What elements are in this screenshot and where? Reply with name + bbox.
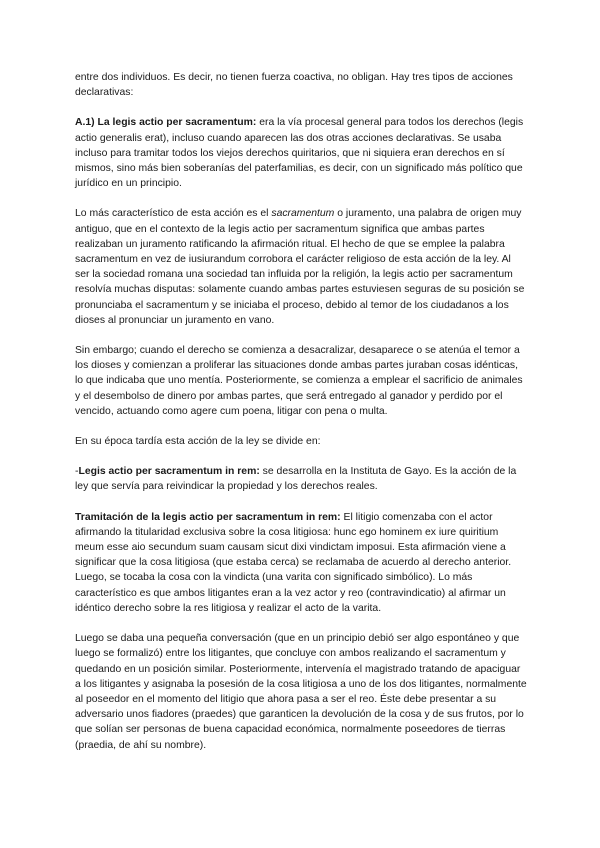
paragraph-juramento: [75, 206, 528, 328]
heading-sacramentum: A.1) La legis actio per sacramentum:: [75, 117, 257, 129]
heading-in-rem: Legis actio per sacramentum in rem:: [78, 466, 260, 478]
paragraph-in-rem-text: se desarrolla en la Instituta de Gayo. Es la acción de la ley que servía para reivindicar la propiedad y los derechos reales.: [75, 466, 517, 493]
heading-tramitacion: Tramitación de la legis actio per sacramentum in rem:: [75, 511, 341, 523]
paragraph-in-rem: [75, 464, 528, 494]
paragraph-desacralizacion: Sin embargo; cuando el derecho se comienza a desacralizar, desaparece o se atenúa el temor a los dioses y comienzan a proliferar las situaciones donde ambas partes juraban cosas idénticas, lo que indicaba que uno mentía. Posteriormente, se comienza a emplear el sacrificio de animales y el desembolso de dinero por ambas partes, que será entregado al ganador y perdido por el vencido, actuando como agere cum poena, litigar con pena o multa.: [75, 345, 523, 417]
paragraph-epoca-tardia: En su época tardía esta acción de la ley se divide en:: [75, 436, 321, 448]
paragraph-sacramentum-text: era la vía procesal general para todos los derechos (legis actio generalis erat), incluso cuando aparecen las dos otras acciones declarativas. Se usaba incluso para tramitar todos los viejos derechos quiritarios, que ni siquiera eran derechos en sí mismos, sino más bien soberanías del paterfamilias, es decir, con un significado más político que jurídico en un principio.: [75, 117, 524, 190]
paragraph-intro: entre dos individuos. Es decir, no tienen fuerza coactiva, no obligan. Hay tres tipos de acciones declarativas:: [75, 72, 513, 99]
list-dash: -: [75, 466, 79, 478]
paragraph-tramitacion: [75, 510, 528, 616]
paragraph-tramitacion-text: El litigio comenzaba con el actor afirmando la titularidad exclusiva sobre la cosa litigiosa: hunc ego hominem ex iure quiritium meum esse aio secundum suam causam sicut dixi vindictam imposui. Esta afirmación viene a significar que la cosa litigiosa (que estaba cerca) se reclamaba de acuerdo al derecho anterior. Luego, se tocaba la cosa con la vindicta (una varita con significado simbólico). Lo más característico es que ambos litigantes eran a la vez actor y reo (contravindicatio) al afirmar un idéntico derecho sobre la res litigiosa y realizar el acto de la varita.: [75, 511, 512, 614]
paragraph-juramento-rest: o juramento, una palabra de origen muy antiguo, que en el contexto de la legis actio per sacramentum significa que ambas partes realizaban un juramento ratificando la afirmación ritual. El hecho de que se emplee la palabra sacramentum en vez de iusiurandum corrobora el carácter religioso de esta acción de la ley. Al ser la sociedad romana una sociedad tan influida por la religión, la legis actio per sacramentum resolvía muchas disputas: solamente cuando ambas partes estuviesen seguras de su posición se pronunciaba el sacramentum y se iniciaba el proceso, debido al temor de los ciudadanos a los dioses al pronunciar un juramento en vano.: [75, 208, 525, 326]
paragraph-conversacion: Luego se daba una pequeña conversación (que en un principio debió ser algo espontáneo y que luego se formalizó) entre los litigantes, que concluye con ambos realizando el sacramentum y quedando en un posición similar. Posteriormente, intervenía el magistrado tratando de apaciguar a los litigantes y asignaba la posesión de la cosa litigiosa a uno de los dos litigantes, normalmente al poseedor en el momento del litigio que ahora pasa a ser el reo. Éste debe presentar a su adversario unos fiadores (praedes) que garanticen la devolución de la cosa y de sus frutos, por lo que solían ser personas de buena capacidad económica, normalmente poseedores de tierras (praedia, de ahí su nombre).: [75, 633, 527, 751]
paragraph-sacramentum: [75, 115, 528, 191]
paragraph-juramento-start: Lo más característico de esta acción es el: [75, 208, 272, 220]
term-sacramentum: sacramentum: [271, 208, 335, 220]
